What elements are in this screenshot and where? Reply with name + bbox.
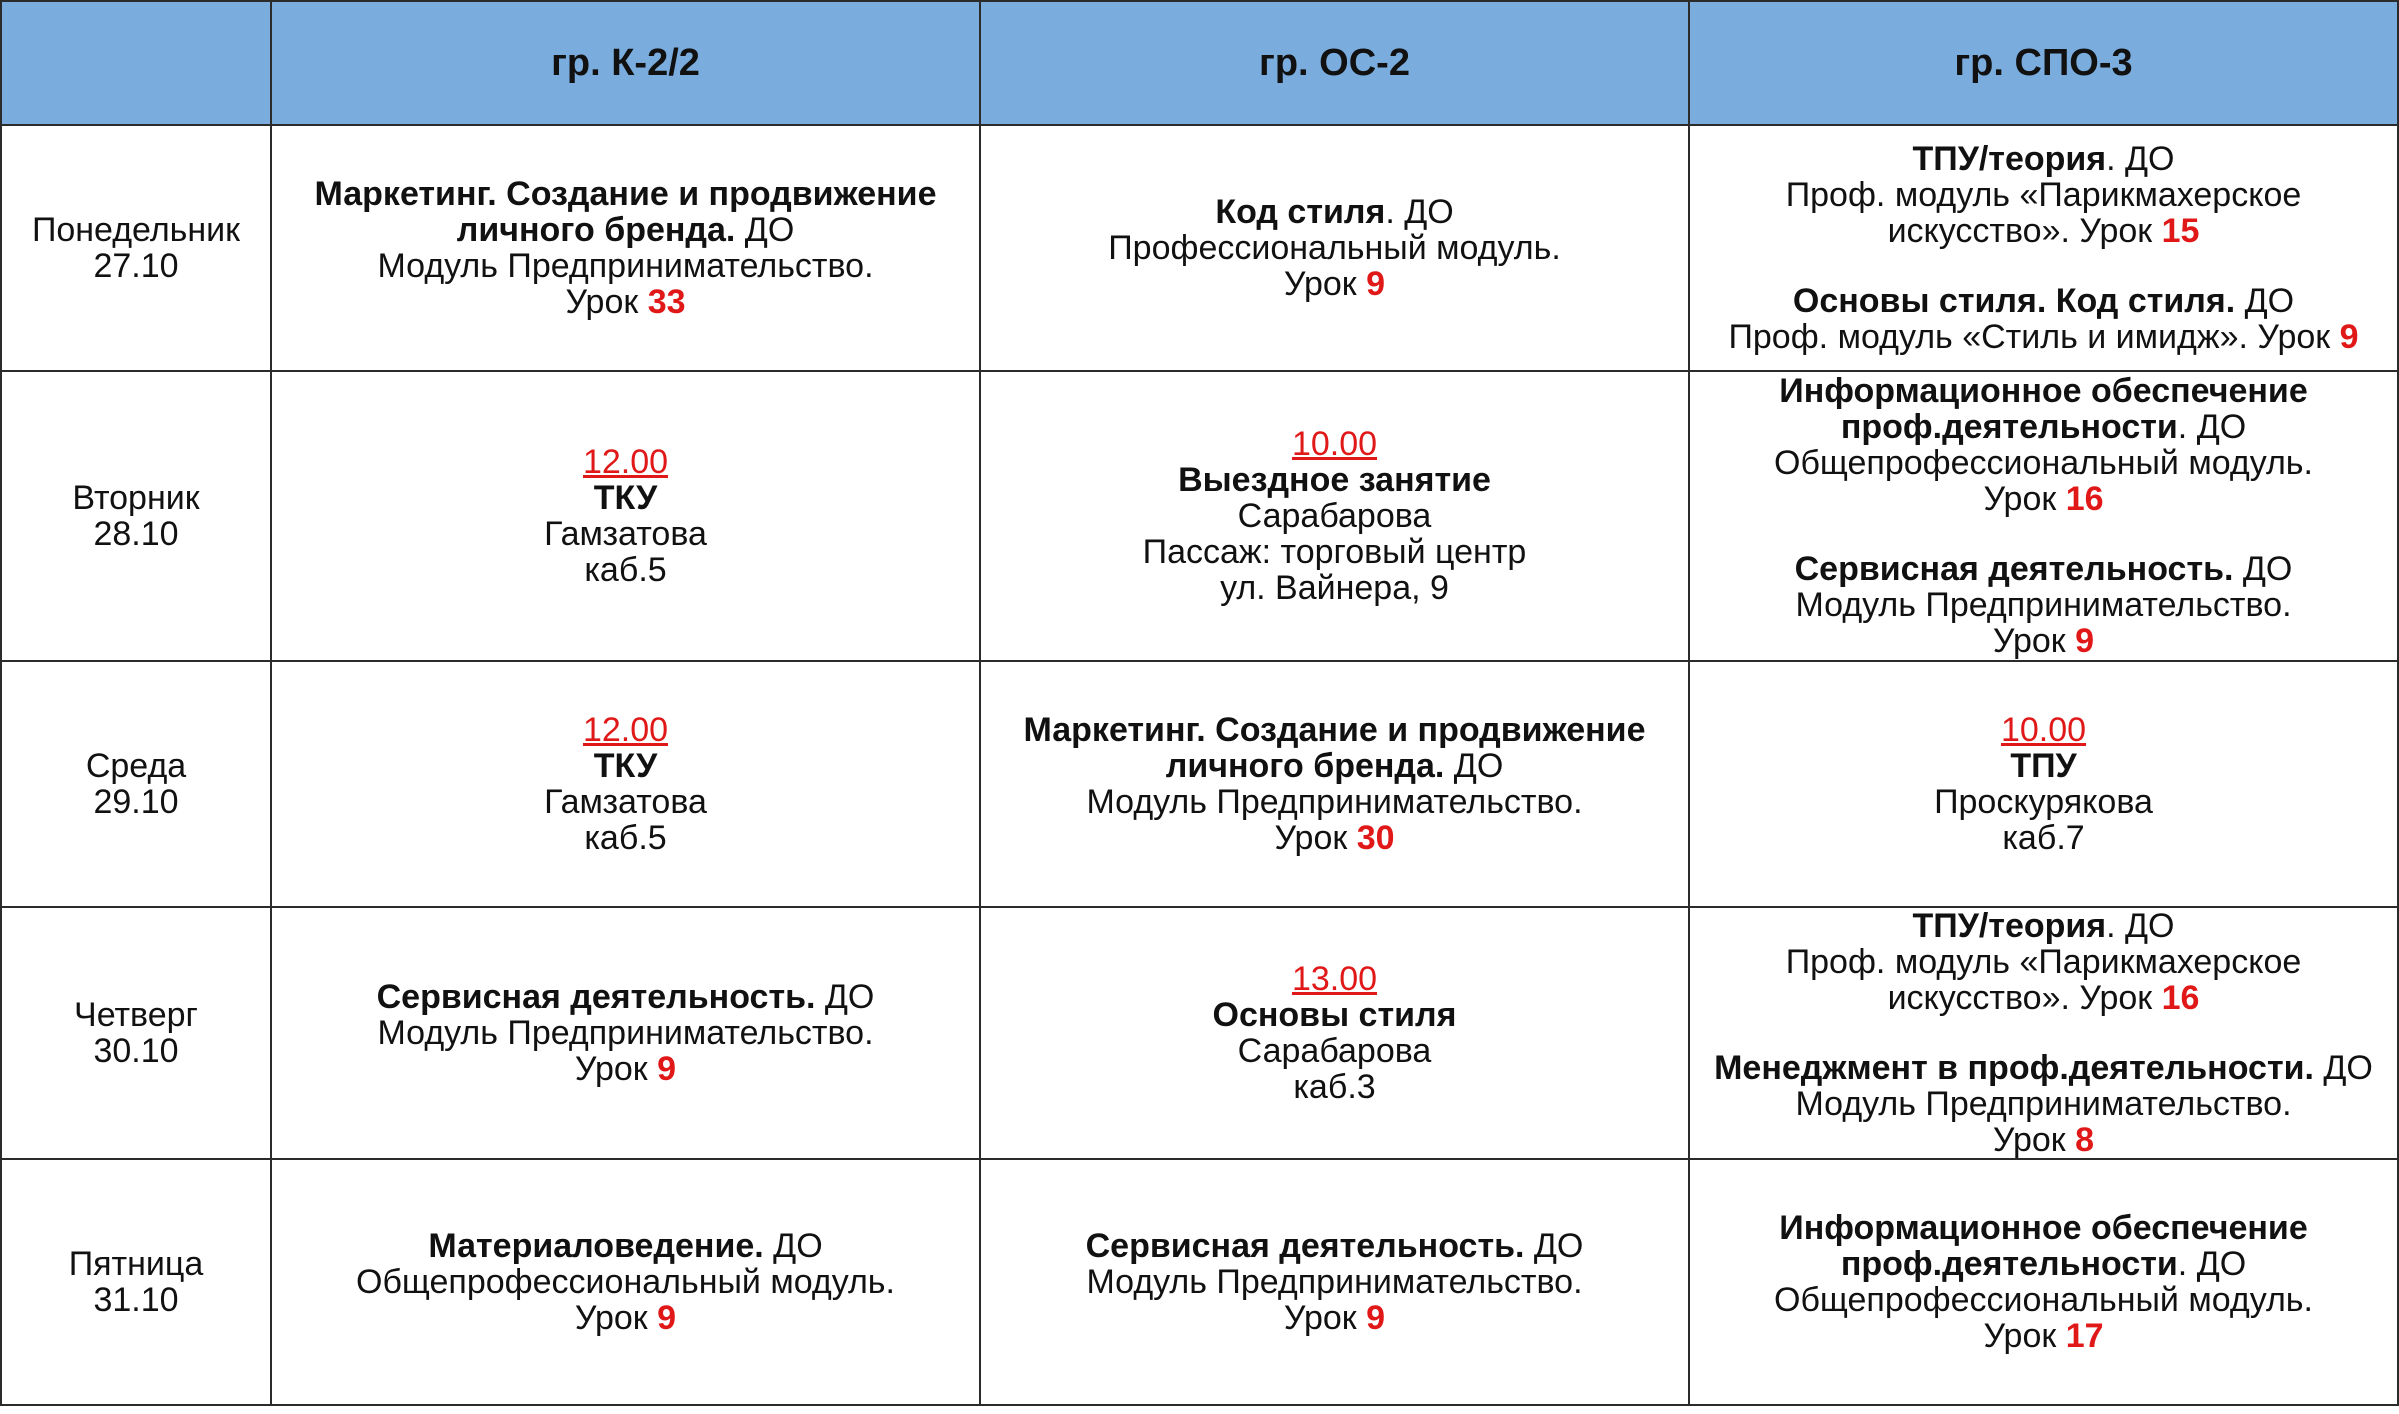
- lesson-label: Урок: [565, 283, 648, 321]
- header-row: [1, 1, 2398, 125]
- lesson-mode: ДО: [763, 1227, 823, 1265]
- lesson-title: Маркетинг. Создание и продвижение личного бренда.: [1023, 711, 1646, 785]
- lesson-title: Основы стиля. Код стиля.: [1792, 282, 2236, 320]
- lesson-teacher: Проскурякова: [1934, 783, 2153, 821]
- lesson-number: 9: [2339, 318, 2359, 356]
- lesson-module: Модуль Предпринимательство.: [377, 247, 874, 285]
- lesson-label: Урок: [1992, 1121, 2076, 1159]
- lesson-number: 8: [2075, 1121, 2095, 1159]
- lesson-cell: [980, 371, 1689, 661]
- group-header-k22: гр. К-2/2: [271, 1, 980, 125]
- lesson-number: 17: [2065, 1317, 2104, 1355]
- lesson-title: Сервисная деятельность.: [376, 978, 816, 1016]
- lesson-mode: ДО: [2233, 550, 2293, 588]
- lesson-cell: [1689, 661, 2398, 907]
- lesson-mode: ДО: [1524, 1227, 1584, 1265]
- lesson-number: 15: [2161, 212, 2200, 250]
- lesson-time: 12.00: [582, 443, 669, 481]
- lesson-cell: [271, 907, 980, 1159]
- lesson-module: Общепрофессиональный модуль.: [1774, 1281, 2313, 1319]
- lesson-label: Урок: [1992, 622, 2076, 660]
- lesson-title: Код стиля: [1215, 193, 1386, 231]
- lesson-mode: ДО: [735, 211, 795, 249]
- day-cell: [1, 1159, 271, 1405]
- lesson-title: ТПУ: [2010, 747, 2077, 785]
- lesson-cell: [980, 1159, 1689, 1405]
- lesson-cell: [271, 661, 980, 907]
- lesson-module: Проф. модуль «Парикмахерское искусство». Урок: [1785, 943, 2302, 1017]
- lesson-time: 13.00: [1291, 960, 1378, 998]
- lesson-teacher: Гамзатова: [544, 515, 707, 553]
- corner-cell: [1, 1, 271, 125]
- lesson-module: Общепрофессиональный модуль.: [1774, 444, 2313, 482]
- lesson-mode: ДО: [1444, 747, 1504, 785]
- lesson-number: 9: [2075, 622, 2095, 660]
- lesson-module: Проф. модуль «Стиль и имидж». Урок: [1728, 318, 2340, 356]
- lesson-room: каб.5: [584, 819, 667, 857]
- day-cell: [1, 125, 271, 371]
- lesson-module: Общепрофессиональный модуль.: [356, 1263, 895, 1301]
- lesson-mode: . ДО: [1385, 193, 1454, 231]
- lesson-number: 16: [2161, 979, 2200, 1017]
- lesson-title: Менеджмент в проф.деятельности.: [1714, 1049, 2314, 1087]
- lesson-number: 9: [1366, 1299, 1386, 1337]
- lesson-mode: ДО: [2235, 282, 2295, 320]
- lesson-label: Урок: [1983, 480, 2066, 518]
- lesson-title: Основы стиля: [1212, 996, 1457, 1034]
- group-header-os2: гр. ОС-2: [980, 1, 1689, 125]
- day-name: Среда: [85, 747, 187, 785]
- lesson-title: Сервисная деятельность.: [1085, 1227, 1525, 1265]
- lesson-label: Урок: [1283, 1299, 1367, 1337]
- lesson-number: 33: [647, 283, 686, 321]
- lesson-cell: [1689, 125, 2398, 371]
- lesson-teacher: Сарабарова: [1237, 1032, 1432, 1070]
- lesson-place: Пассаж: торговый центр: [1142, 533, 1527, 571]
- lesson-title: ТПУ/теория: [1912, 907, 2107, 945]
- lesson-module: Модуль Предпринимательство.: [377, 1014, 874, 1052]
- day-name: Четверг: [74, 996, 198, 1034]
- table-row: [1, 371, 2398, 661]
- lesson-module: Модуль Предпринимательство.: [1086, 783, 1583, 821]
- lesson-cell: [980, 661, 1689, 907]
- lesson-number: 30: [1356, 819, 1395, 857]
- lesson-number: 16: [2065, 480, 2104, 518]
- day-cell: [1, 371, 271, 661]
- lesson-room: каб.7: [2002, 819, 2085, 857]
- lesson-teacher: Гамзатова: [544, 783, 707, 821]
- lesson-module: Модуль Предпринимательство.: [1795, 1085, 2292, 1123]
- lesson-title: Материаловедение.: [428, 1227, 764, 1265]
- lesson-title: Выездное занятие: [1178, 461, 1491, 499]
- lesson-room: каб.5: [584, 551, 667, 589]
- lesson-cell: [980, 907, 1689, 1159]
- lesson-mode: ДО: [815, 978, 875, 1016]
- lesson-title: Сервисная деятельность.: [1794, 550, 2234, 588]
- lesson-teacher: Сарабарова: [1237, 497, 1432, 535]
- table-row: [1, 1159, 2398, 1405]
- lesson-cell: [1689, 907, 2398, 1159]
- lesson-time: 12.00: [582, 711, 669, 749]
- lesson-label: Урок: [1274, 819, 1357, 857]
- lesson-cell: [271, 125, 980, 371]
- lesson-cell: [271, 1159, 980, 1405]
- lesson-address: ул. Вайнера, 9: [1220, 569, 1449, 607]
- day-cell: [1, 661, 271, 907]
- lesson-mode: . ДО: [2106, 140, 2175, 178]
- lesson-module: Проф. модуль «Парикмахерское искусство». Урок: [1785, 176, 2302, 250]
- group-header-spo3: гр. СПО-3: [1689, 1, 2398, 125]
- day-date: 31.10: [93, 1281, 179, 1319]
- lesson-title: Маркетинг. Создание и продвижение личного бренда.: [314, 175, 937, 249]
- lesson-title: Информационное обеспечение проф.деятельности: [1779, 372, 2308, 446]
- lesson-label: Урок: [574, 1299, 658, 1337]
- lesson-number: 9: [1366, 265, 1386, 303]
- day-name: Пятница: [68, 1245, 204, 1283]
- lesson-mode: . ДО: [2177, 1245, 2247, 1283]
- lesson-mode: . ДО: [2177, 408, 2247, 446]
- lesson-time: 10.00: [2000, 711, 2087, 749]
- day-date: 28.10: [93, 515, 179, 553]
- lesson-cell: [980, 125, 1689, 371]
- day-date: 30.10: [93, 1032, 179, 1070]
- lesson-title: ТКУ: [593, 747, 658, 785]
- day-name: Вторник: [72, 479, 200, 517]
- lesson-number: 9: [657, 1299, 677, 1337]
- table-row: [1, 907, 2398, 1159]
- lesson-cell: [271, 371, 980, 661]
- lesson-module: Модуль Предпринимательство.: [1086, 1263, 1583, 1301]
- lesson-title: Информационное обеспечение проф.деятельности: [1779, 1209, 2308, 1283]
- lesson-mode: ДО: [2313, 1049, 2373, 1087]
- lesson-module: Профессиональный модуль.: [1108, 229, 1561, 267]
- lesson-room: каб.3: [1293, 1068, 1376, 1106]
- lesson-cell: [1689, 1159, 2398, 1405]
- lesson-module: Модуль Предпринимательство.: [1795, 586, 2292, 624]
- lesson-time: 10.00: [1291, 425, 1378, 463]
- lesson-cell: [1689, 371, 2398, 661]
- lesson-title: ТКУ: [593, 479, 658, 517]
- day-date: 27.10: [93, 247, 179, 285]
- day-cell: [1, 907, 271, 1159]
- day-name: Понедельник: [31, 211, 241, 249]
- lesson-label: Урок: [1983, 1317, 2066, 1355]
- lesson-title: ТПУ/теория: [1912, 140, 2107, 178]
- table-row: [1, 661, 2398, 907]
- day-date: 29.10: [93, 783, 179, 821]
- lesson-number: 9: [657, 1050, 677, 1088]
- lesson-label: Урок: [1283, 265, 1367, 303]
- lesson-mode: . ДО: [2106, 907, 2175, 945]
- lesson-label: Урок: [574, 1050, 658, 1088]
- table-row: [1, 125, 2398, 371]
